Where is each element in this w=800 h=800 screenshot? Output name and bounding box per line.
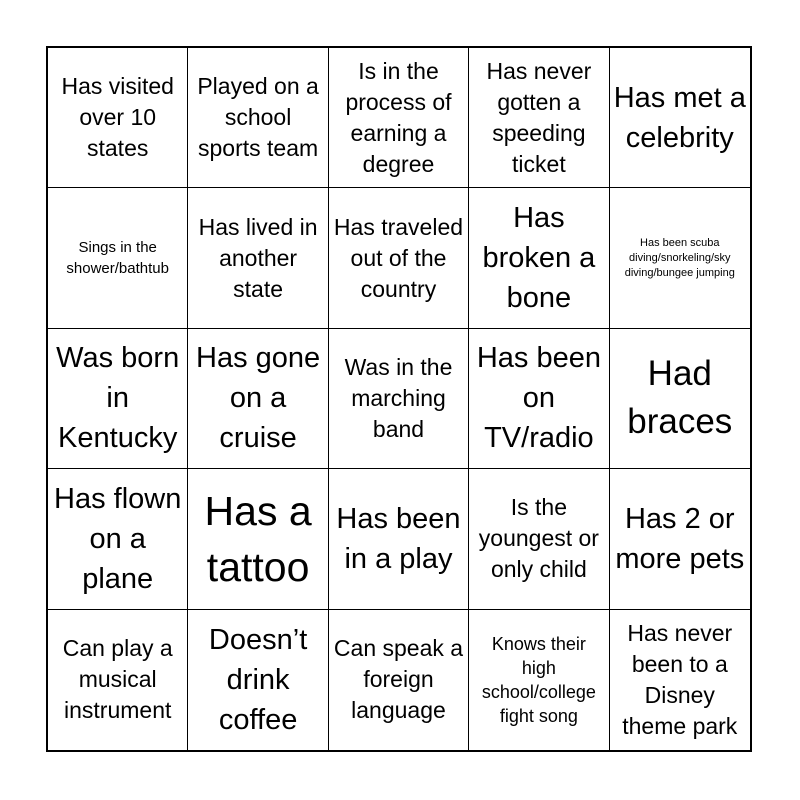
bingo-cell[interactable] xyxy=(610,188,750,328)
cell-text: Has lived in another state xyxy=(198,213,318,302)
cell-text: Sings in the shower/bathtub xyxy=(66,239,169,278)
bingo-cell[interactable] xyxy=(48,610,188,750)
cell-text: Can speak a foreign language xyxy=(333,635,464,724)
bingo-cell[interactable] xyxy=(329,188,469,328)
cell-text: Had braces xyxy=(627,354,733,442)
bingo-cell[interactable] xyxy=(610,48,750,188)
cell-text: Has flown on a plane xyxy=(54,482,182,595)
cell-text: Has been on TV/radio xyxy=(476,342,601,455)
cell-text: Has never gotten a speeding ticket xyxy=(486,57,592,177)
bingo-cell[interactable] xyxy=(469,610,609,750)
bingo-cell[interactable] xyxy=(469,469,609,609)
cell-text: Is the youngest or only child xyxy=(478,494,599,583)
cell-text: Has broken a bone xyxy=(482,202,596,315)
bingo-cell[interactable] xyxy=(469,329,609,469)
cell-text: Has visited over 10 states xyxy=(61,73,174,162)
bingo-cell[interactable] xyxy=(610,610,750,750)
cell-text: Has 2 or more pets xyxy=(615,502,745,575)
bingo-cell[interactable] xyxy=(48,188,188,328)
cell-text: Has met a celebrity xyxy=(613,81,746,154)
bingo-cell[interactable] xyxy=(188,610,328,750)
cell-text: Has gone on a cruise xyxy=(196,342,321,455)
bingo-cell[interactable] xyxy=(48,48,188,188)
bingo-cell[interactable] xyxy=(188,469,328,609)
bingo-cell[interactable] xyxy=(329,469,469,609)
bingo-cell[interactable] xyxy=(48,469,188,609)
bingo-cell[interactable] xyxy=(610,329,750,469)
bingo-cell[interactable] xyxy=(329,610,469,750)
cell-text: Has traveled out of the country xyxy=(333,213,464,302)
cell-text: Was born in Kentucky xyxy=(56,342,180,455)
bingo-cell[interactable] xyxy=(610,469,750,609)
cell-text: Has a tattoo xyxy=(204,487,312,590)
bingo-cell[interactable] xyxy=(329,329,469,469)
cell-text: Is in the process of earning a degree xyxy=(345,57,452,177)
cell-text: Has been in a play xyxy=(336,502,461,575)
cell-text: Can play a musical instrument xyxy=(62,635,173,724)
bingo-cell[interactable] xyxy=(469,48,609,188)
cell-text: Doesn’t drink coffee xyxy=(208,623,308,736)
cell-text: Has been scuba diving/snorkeling/sky diving/bungee jumping xyxy=(624,236,735,279)
cell-text: Played on a school sports team xyxy=(197,73,319,162)
bingo-cell[interactable] xyxy=(188,188,328,328)
bingo-board xyxy=(46,46,752,752)
bingo-cell[interactable] xyxy=(48,329,188,469)
cell-text: Knows their high school/college fight song xyxy=(481,633,596,726)
bingo-cell[interactable] xyxy=(188,48,328,188)
cell-text: Has never been to a Disney theme park xyxy=(622,619,738,739)
cell-text: Was in the marching band xyxy=(344,353,453,442)
bingo-cell[interactable] xyxy=(469,188,609,328)
bingo-cell[interactable] xyxy=(188,329,328,469)
bingo-cell[interactable] xyxy=(329,48,469,188)
